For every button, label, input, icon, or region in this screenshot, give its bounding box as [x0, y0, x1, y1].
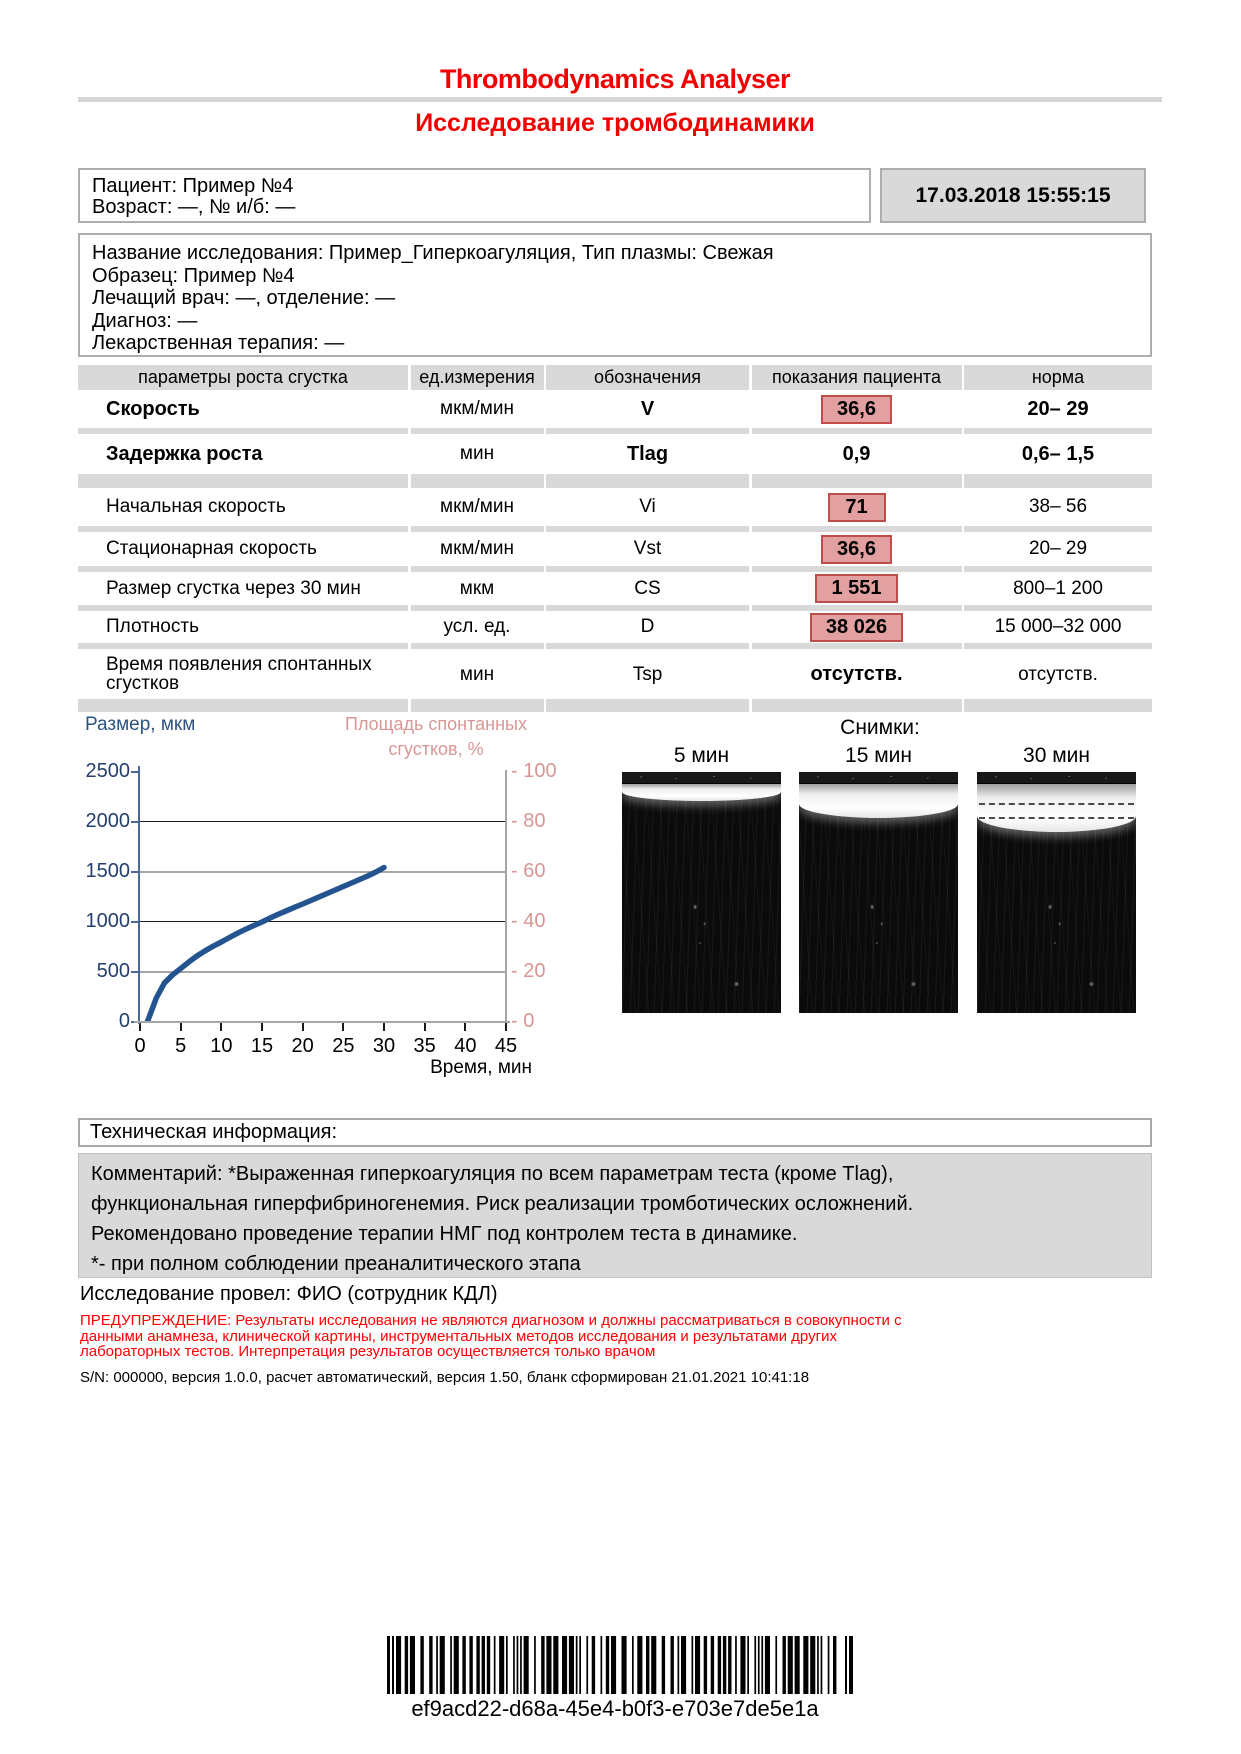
result-row-vst [78, 532, 1152, 572]
patient-value-highlighted: 36,6 [821, 395, 892, 424]
left-axis-tick-label: 500 [96, 960, 130, 982]
unit-cell: мкм/мин [411, 488, 544, 532]
norm-cell: 800–1 200 [964, 572, 1152, 611]
norm-cell: 15 000–32 000 [964, 611, 1152, 649]
chart-x-axis-title: Время, мин [430, 1057, 532, 1078]
study-info-line-1: Название исследования: Пример_Гиперкоагуляция, Тип плазмы: Свежая [92, 242, 774, 264]
parameter-cell: Стационарная скорость [78, 532, 408, 572]
chart-right-axis-title: Площадь спонтанных сгустков, % [345, 714, 527, 759]
patient-value-cell [752, 572, 962, 611]
results-table [78, 365, 1152, 712]
patient-value: отсутств. [810, 662, 903, 685]
serial-line: S/N: 000000, версия 1.0.0, расчет автоматический, версия 1.50, бланк сформирован 21.01.2021 10:41:18 [80, 1369, 810, 1386]
band-segment [78, 699, 408, 712]
chart-left-axis-line [138, 766, 140, 1024]
symbol-cell: Tsp [632, 663, 663, 685]
left-axis-tick-label: 1500 [85, 860, 130, 882]
patient-value-cell [752, 611, 962, 649]
parameter-cell: Плотность [78, 611, 408, 649]
patient-value-highlighted: 1 551 [815, 574, 897, 603]
cuvette-edge [622, 772, 781, 784]
unit-cell: мкм/мин [411, 532, 544, 572]
parameter-cell: Время появления спонтанных сгустков [106, 654, 372, 694]
x-axis-tick [464, 1023, 466, 1031]
patient-value-cell [752, 649, 962, 699]
patient-value-cell [752, 532, 962, 572]
table-separator-band [78, 699, 1152, 712]
patient-value-cell [752, 390, 962, 434]
table-separator-band [78, 474, 1152, 488]
chart-bottom-axis-line [134, 1021, 510, 1023]
study-info-line-4: Диагноз: — [92, 309, 198, 332]
left-axis-tick-label: 0 [118, 1010, 130, 1032]
left-axis-tick-label: 2500 [85, 760, 130, 782]
report-datetime: 17.03.2018 15:55:15 [880, 168, 1146, 223]
band-segment [964, 474, 1152, 488]
unit-cell: мин [459, 443, 495, 464]
study-info-box [78, 233, 1152, 357]
right-axis-tick-label: - 20 [511, 960, 546, 982]
technical-info-header: Техническая информация: [78, 1118, 1152, 1147]
symbol-cell: Tlag [626, 442, 669, 465]
chart-right-axis-line [505, 770, 507, 1022]
norm-cell: 20– 29 [964, 390, 1152, 434]
band-segment [546, 474, 749, 488]
x-axis-tick [302, 1023, 304, 1031]
results-table-header [78, 365, 1152, 390]
result-row-tlag [78, 434, 1152, 474]
x-axis-tick-label: 25 [332, 1035, 355, 1057]
unit-cell: мин [459, 663, 495, 685]
norm-cell: 20– 29 [964, 532, 1152, 572]
patient-value-highlighted: 36,6 [821, 535, 892, 564]
band-segment [752, 699, 962, 712]
right-axis-tick-label: - 40 [511, 910, 546, 932]
patient-value: 0,9 [842, 442, 871, 465]
symbol-cell: CS [546, 572, 749, 611]
x-axis-tick-label: 20 [291, 1035, 314, 1057]
left-axis-tick [131, 771, 138, 773]
cuvette-edge [977, 772, 1136, 784]
clot-band [977, 784, 1136, 832]
x-axis-tick [139, 1023, 141, 1031]
x-axis-tick [424, 1023, 426, 1031]
result-row-vi [78, 488, 1152, 532]
x-axis-tick [261, 1023, 263, 1031]
symbol-cell: V [546, 390, 749, 434]
snapshot-photo-2 [799, 772, 958, 1013]
x-axis-tick [342, 1023, 344, 1031]
parameter-cell: Задержка роста [106, 442, 263, 465]
clot-size-curve [140, 772, 506, 1022]
x-axis-tick [383, 1023, 385, 1031]
comment-line-2: функциональная гиперфибриногенемия. Риск реализации тромботических осложнений. [91, 1193, 914, 1215]
band-segment [411, 699, 544, 712]
left-axis-tick [131, 871, 138, 873]
symbol-cell: D [546, 611, 749, 649]
symbol-cell: Vst [546, 532, 749, 572]
col-header-unit: ед.измерения [411, 365, 544, 390]
patient-info-box [78, 168, 871, 223]
dashed-marker-line [979, 803, 1134, 805]
x-axis-tick-label: 0 [134, 1035, 146, 1057]
warning-line-1: ПРЕДУПРЕЖДЕНИЕ: Результаты исследования не являются диагнозом и должны рассматриваться в совокупности с [80, 1312, 902, 1329]
patient-value-highlighted: 71 [828, 493, 886, 522]
symbol-cell: Vi [546, 488, 749, 532]
study-info-line-2: Образец: Пример №4 [92, 264, 295, 287]
x-axis-tick-label: 10 [210, 1035, 233, 1057]
barcode-text: ef9acd22-d68a-45e4-b0f3-e703e7de5e1a [411, 1696, 819, 1721]
right-axis-tick-label: - 80 [511, 810, 546, 832]
right-axis-tick-label: - 0 [511, 1010, 535, 1032]
result-row-v [78, 390, 1152, 434]
x-axis-tick [505, 1023, 507, 1031]
patient-value-highlighted: 38 026 [810, 613, 903, 642]
unit-cell: мкм/мин [411, 390, 544, 434]
patient-value-cell [752, 434, 962, 474]
parameter-cell: Начальная скорость [78, 488, 408, 532]
photo-texture [622, 772, 781, 1013]
operator-line: Исследование провел: ФИО (сотрудник КДЛ) [80, 1283, 498, 1305]
patient-age-line: Возраст: —, № и/б: — [92, 196, 296, 218]
norm-cell: 0,6– 1,5 [1021, 442, 1095, 465]
chart-left-axis-title: Размер, мкм [85, 714, 196, 735]
x-axis-tick-label: 5 [175, 1035, 187, 1057]
snapshot-photo-3 [977, 772, 1136, 1013]
result-row-tsp [78, 649, 1152, 699]
snapshots-title: Снимки: [840, 716, 920, 739]
left-axis-tick [131, 971, 138, 973]
right-axis-tick-label: - 60 [511, 860, 546, 882]
col-header-symbol: обозначения [546, 365, 749, 390]
col-header-patient-value: показания пациента [752, 365, 962, 390]
band-segment [78, 474, 408, 488]
unit-cell: усл. ед. [411, 611, 544, 649]
band-segment [546, 699, 749, 712]
results-table-body [78, 390, 1152, 712]
parameter-cell: Размер сгустка через 30 мин [78, 572, 408, 611]
snapshot-photo-1 [622, 772, 781, 1013]
left-axis-tick [131, 921, 138, 923]
warning-text [80, 1313, 1140, 1360]
clot-band [799, 784, 958, 818]
cuvette-edge [799, 772, 958, 784]
x-axis-tick [180, 1023, 182, 1031]
result-row-d [78, 611, 1152, 649]
result-row-cs [78, 572, 1152, 611]
left-axis-tick-label: 1000 [85, 910, 130, 932]
parameter-cell: Скорость [78, 390, 408, 434]
x-axis-tick-label: 30 [372, 1035, 396, 1057]
report-title: Исследование тромбодинамики [415, 109, 815, 137]
x-axis-tick-label: 45 [494, 1035, 518, 1057]
norm-cell: 38– 56 [964, 488, 1152, 532]
col-header-norm: норма [964, 365, 1152, 390]
study-info-line-5: Лекарственная терапия: — [92, 332, 345, 355]
comment-line-4: *- при полном соблюдении преаналитического этапа [91, 1253, 581, 1275]
warning-line-3: лабораторных тестов. Интерпретация результатов осуществляется только врачом [80, 1343, 656, 1360]
band-segment [752, 474, 962, 488]
barcode-image [387, 1636, 854, 1694]
study-info-line-3: Лечащий врач: —, отделение: — [92, 287, 396, 310]
snapshot-caption-3: 30 мин [1023, 744, 1090, 767]
header-divider [78, 97, 1162, 102]
unit-cell: мкм [411, 572, 544, 611]
col-header-parameter: параметры роста сгустка [78, 365, 408, 390]
band-segment [964, 699, 1152, 712]
x-axis-tick-label: 40 [454, 1035, 477, 1057]
comment-line-1: Комментарий: *Выраженная гиперкоагуляция по всем параметрам теста (кроме Tlag), [91, 1163, 894, 1185]
dashed-marker-line [979, 817, 1134, 819]
snapshot-caption-2: 15 мин [845, 744, 912, 767]
left-axis-tick-label: 2000 [85, 810, 130, 832]
right-axis-tick-label: - 100 [511, 760, 557, 782]
x-axis-tick-label: 35 [413, 1035, 436, 1057]
patient-value-cell [752, 488, 962, 532]
patient-name-line: Пациент: Пример №4 [92, 175, 294, 197]
comment-box [78, 1153, 1152, 1278]
warning-line-2: данными анамнеза, клинической картины, инструментальных методов исследования и результатами других [80, 1327, 837, 1345]
x-axis-tick [220, 1023, 222, 1031]
left-axis-tick [131, 821, 138, 823]
x-axis-tick-label: 15 [250, 1035, 274, 1057]
band-segment [411, 474, 544, 488]
snapshot-caption-1: 5 мин [673, 744, 730, 767]
norm-cell: отсутств. [1018, 663, 1098, 685]
comment-line-3: Рекомендовано проведение терапии НМГ под контролем теста в динамике. [91, 1223, 798, 1245]
app-title: Thrombodynamics Analyser [439, 64, 791, 94]
